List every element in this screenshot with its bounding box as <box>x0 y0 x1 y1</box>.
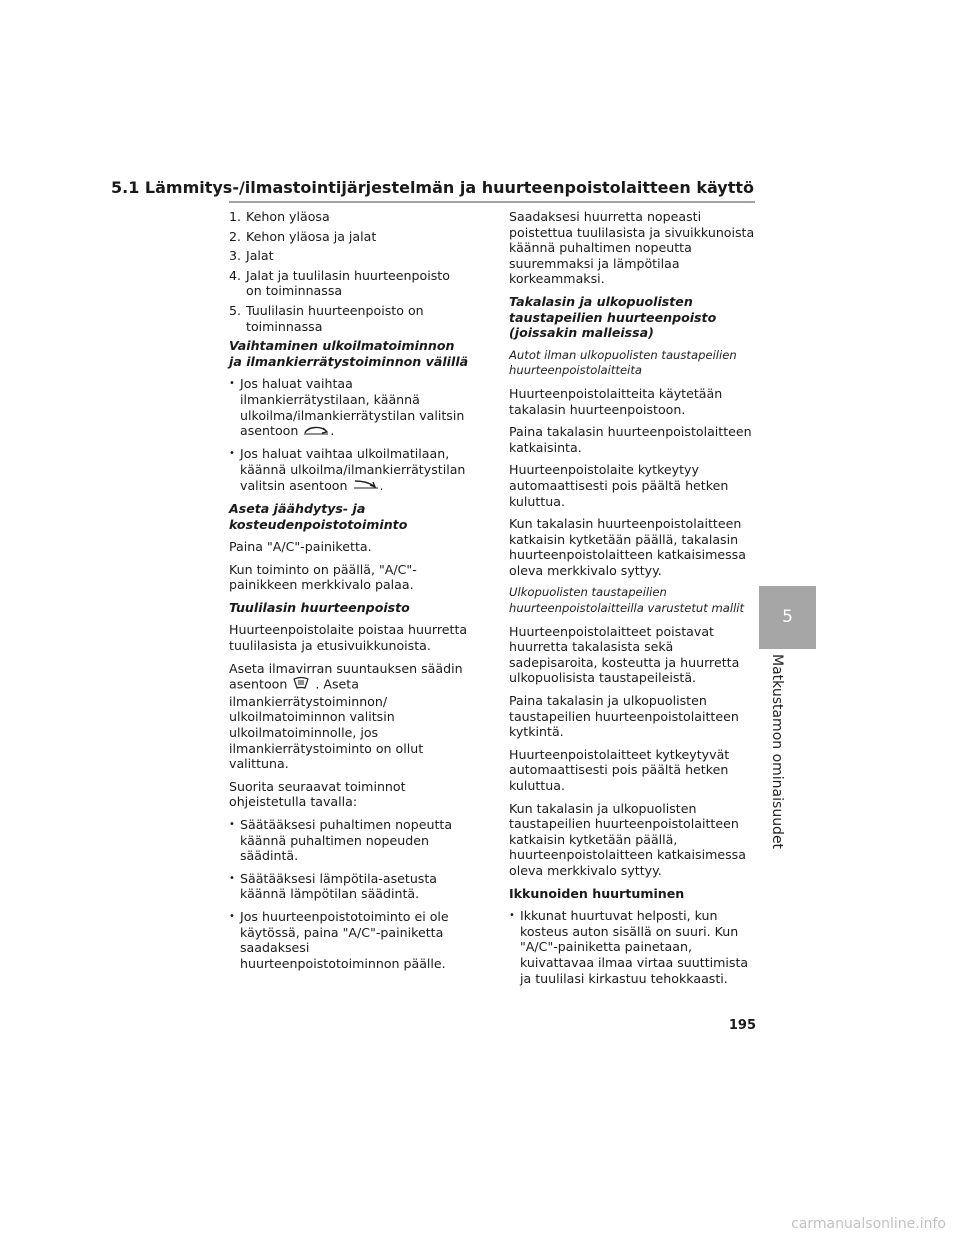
left-column <box>229 209 469 978</box>
heading-ac: Aseta jäähdytys- ja kosteudenpoistotoiminto <box>229 500 408 532</box>
bullet-item: • Jos haluat vaihtaa ulkoilmatilaan, käännä ulkoilma/ilmankierrätystilan valitsin asentoon . <box>229 446 469 493</box>
paragraph: Suorita seuraavat toiminnot ohjeistetulla tavalla: <box>229 778 406 810</box>
bullet-item: • Jos huurteenpoistotoiminto ei ole käytössä, paina "A/C"-painiketta saadaksesi huurteenpoistotoiminnon päälle. <box>229 909 469 971</box>
bullet-item: • Ikkunat huurtuvat helposti, kun kosteus auton sisällä on suuri. Kun "A/C"-painiketta painetaan, kuivattavaa ilmaa virtaa suuttimista ja tuulilasi kirkastuu tehokkaasti. <box>509 908 755 986</box>
paragraph: Huurteenpoistolaitteet poistavat huurretta takalasista sekä sadepisaroita, kosteutta ja huurretta ulkopuolisista taustapeileistä. <box>509 623 740 686</box>
paragraph: Huurteenpoistolaitteita käytetään takalasin huurteenpoistoon. <box>509 385 723 417</box>
list-item: 4. Jalat ja tuulilasin huurteenpoisto on toiminnassa <box>229 267 450 299</box>
paragraph: Kun takalasin ja ulkopuolisten taustapeilien huurteenpoistolaitteen katkaisin kytketään päällä, huurteenpoistolaitteen katkaisimessa oleva merkkivalo syttyy. <box>509 800 746 878</box>
paragraph: Saadaksesi huurretta nopeasti poistettua tuulilasista ja sivuikkunoista käännä puhaltimen nopeutta suuremmaksi ja lämpötilaa korkeammaksi. <box>509 209 755 287</box>
paragraph: Aseta ilmavirran suuntauksen säädin asentoon . Aseta ilmankierrätystoiminnon/ ulkoilmatoiminnon valitsin ulkoilmatoiminnolle, jos ilmankierrätystoiminto on ollut valittuna. <box>229 660 463 772</box>
paragraph: Paina "A/C"-painiketta. <box>229 539 372 555</box>
list-item: 5. Tuulilasin huurteenpoisto on toiminnassa <box>229 302 424 334</box>
watermark: carmanualsonline.info <box>791 1216 946 1232</box>
chapter-title: Matkustamon ominaisuudet <box>769 654 785 850</box>
heading-rear-defog: Takalasin ja ulkopuolisten taustapeilien huurteenpoisto (joissakin malleissa) <box>509 293 717 341</box>
subheading: Autot ilman ulkopuolisten taustapeilien huurteenpoistolaitteita <box>509 347 737 378</box>
list-item: 1. Kehon yläosa <box>229 209 330 224</box>
list-item: 3. Jalat <box>229 248 274 264</box>
windshield-defrost-icon <box>291 676 311 694</box>
outside-air-icon <box>352 478 380 494</box>
chapter-tab: 5 <box>759 586 816 649</box>
list-item: 2. Kehon yläosa ja jalat <box>229 228 377 244</box>
section-title: 5.1 Lämmitys-/ilmastointijärjestelmän ja huurteenpoistolaitteen käyttö <box>110 178 754 197</box>
header-rule <box>229 201 755 203</box>
bullet-item: • Säätääksesi lämpötila-asetusta käännä lämpötilan säädintä. <box>229 871 469 902</box>
paragraph: Huurteenpoistolaite poistaa huurretta tuulilasista ja etusivuikkunoista. <box>229 622 468 654</box>
paragraph: Kun takalasin huurteenpoistolaitteen katkaisin kytketään päällä, takalasin huurteenpoistolaitteen katkaisimessa oleva merkkivalo syttyy. <box>509 516 746 578</box>
paragraph: Huurteenpoistolaite kytkeytyy automaattisesti pois päältä hetken kuluttua. <box>509 462 729 509</box>
heading-recirculation: Vaihtaminen ulkoilmatoiminnon ja ilmankierrätystoiminnon välillä <box>229 338 469 369</box>
paragraph: Paina takalasin ja ulkopuolisten taustapeilien huurteenpoistolaitteen kytkintä. <box>509 693 739 740</box>
heading-window-fogging: Ikkunoiden huurtuminen <box>509 885 685 901</box>
right-column <box>509 209 755 993</box>
heading-windshield-defog: Tuulilasin huurteenpoisto <box>229 599 410 615</box>
paragraph: Kun toiminto on päällä, "A/C"-painikkeen merkkivalo palaa. <box>229 561 417 593</box>
page-number: 195 <box>728 1018 756 1033</box>
bullet-item: • Jos haluat vaihtaa ilmankierrätystilaan, käännä ulkoilma/ilmankierrätystilan valitsin asentoon . <box>229 376 469 439</box>
recirculation-icon <box>302 424 330 440</box>
subheading: Ulkopuolisten taustapeilien huurteenpoistolaitteilla varustetut mallit <box>509 585 745 616</box>
paragraph: Paina takalasin huurteenpoistolaitteen katkaisinta. <box>509 424 752 455</box>
bullet-item: • Säätääksesi puhaltimen nopeutta käännä puhaltimen nopeuden säädintä. <box>229 817 469 864</box>
paragraph: Huurteenpoistolaitteet kytkeytyvät automaattisesti pois päältä hetken kuluttua. <box>509 746 730 793</box>
